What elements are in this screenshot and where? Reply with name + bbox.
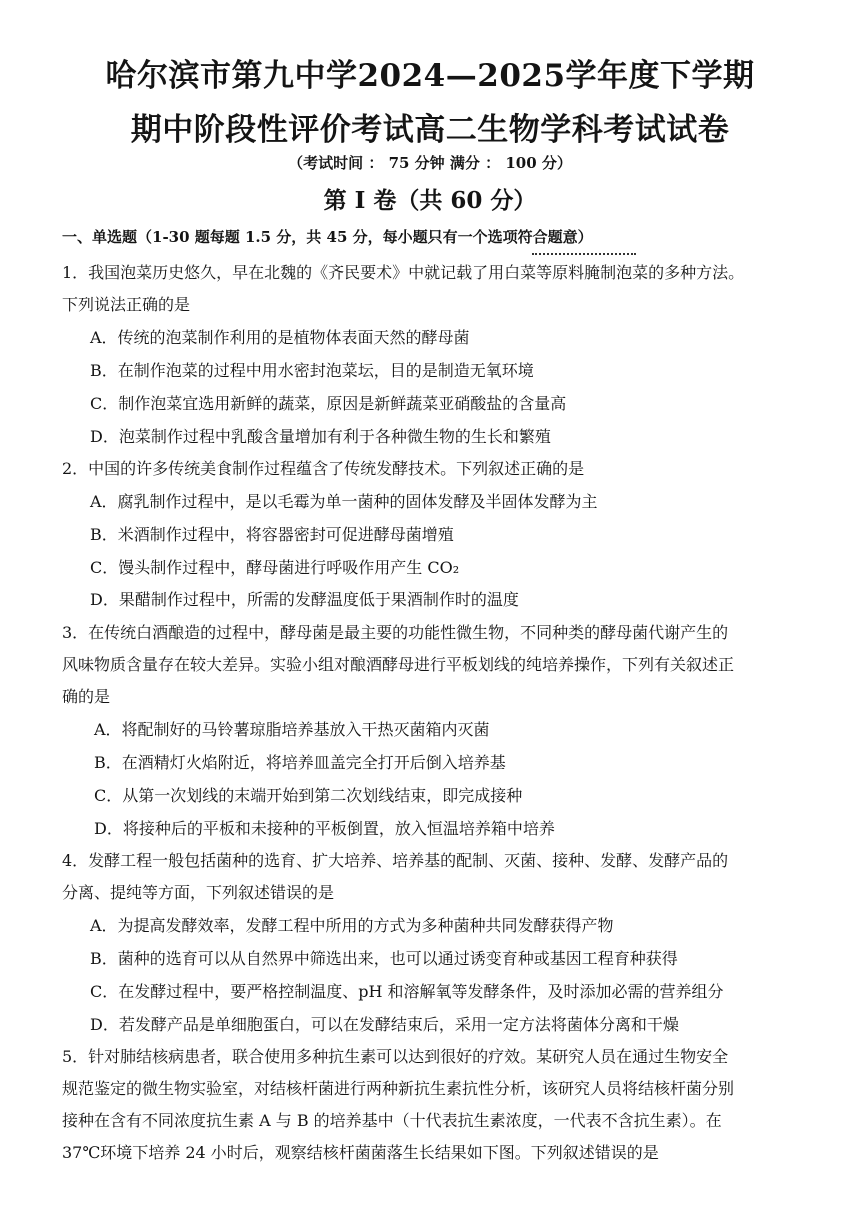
question-1-option-b: B．在制作泡菜的过程中用水密封泡菜坛，目的是制造无氧环境 <box>90 361 534 380</box>
question-5-stem-line-3: 接种在含有不同浓度抗生素 A 与 B 的培养基中（十代表抗生素浓度，一代表不含抗生素）。在 <box>62 1111 722 1130</box>
exam-info: （考试时间 ： 75 分钟 满分 ： 100 分） <box>288 154 572 172</box>
question-4-option-b: B．菌种的选育可以从自然界中筛选出来，也可以通过诱变育种或基因工程育种获得 <box>90 949 678 968</box>
question-4-option-c: C．在发酵过程中，要严格控制温度、pH 和溶解氧等发酵条件，及时添加必需的营养组分 <box>90 982 724 1001</box>
question-1-option-d: D．泡菜制作过程中乳酸含量增加有利于各种微生物的生长和繁殖 <box>90 427 551 446</box>
question-5-stem-line-4: 37℃环境下培养 24 小时后，观察结核杆菌菌落生长结果如下图。下列叙述错误的是 <box>62 1143 659 1162</box>
question-3-option-a: A．将配制好的马铃薯琼脂培养基放入干热灭菌箱内灭菌 <box>94 720 490 739</box>
question-3-option-c: C．从第一次划线的末端开始到第二次划线结束，即完成接种 <box>94 786 523 805</box>
question-3-option-b: B．在酒精灯火焰附近，将培养皿盖完全打开后倒入培养基 <box>94 753 506 772</box>
question-3-option-d: D．将接种后的平板和未接种的平板倒置，放入恒温培养箱中培养 <box>94 819 555 838</box>
question-2-option-d: D．果醋制作过程中，所需的发酵温度低于果酒制作时的温度 <box>90 590 519 609</box>
question-4-option-a: A．为提高发酵效率，发酵工程中所用的方式为多种菌种共同发酵获得产物 <box>90 916 614 935</box>
question-2-option-c: C．馒头制作过程中，酵母菌进行呼吸作用产生 CO₂ <box>90 558 460 577</box>
question-2-option-a: A．腐乳制作过程中，是以毛霉为单一菌种的固体发酵及半固体发酵为主 <box>90 492 598 511</box>
volume-title: 第 I 卷（共 60 分） <box>323 187 537 214</box>
question-4-stem-line-2: 分离、提纯等方面，下列叙述错误的是 <box>62 883 335 902</box>
question-4-option-d: D．若发酵产品是单细胞蛋白，可以在发酵结束后，采用一定方法将菌体分离和干燥 <box>90 1015 679 1034</box>
section-heading: 一、单选题（1-30 题每题 1.5 分，共 45 分，每小题只有一个选项符合题意） <box>62 228 593 246</box>
question-1-stem-line-2: 下列说法正确的是 <box>62 295 191 314</box>
question-3-stem-line-3: 确的是 <box>62 687 111 706</box>
exam-title-line-1: 哈尔滨市第九中学2024—2025学年度下学期 <box>105 58 755 94</box>
question-3-stem-line-2: 风味物质含量存在较大差异。实验小组对酿酒酵母进行平板划线的纯培养操作，下列有关叙述正 <box>62 655 735 674</box>
question-4-stem-line-1: 4．发酵工程一般包括菌种的选育、扩大培养、培养基的配制、灭菌、接种、发酵、发酵产品的 <box>62 851 729 870</box>
question-1-option-c: C．制作泡菜宜选用新鲜的蔬菜，原因是新鲜蔬菜亚硝酸盐的含量高 <box>90 394 567 413</box>
question-1-option-a: A．传统的泡菜制作利用的是植物体表面天然的酵母菌 <box>90 328 470 347</box>
question-5-stem-line-1: 5．针对肺结核病患者，联合使用多种抗生素可以达到很好的疗效。某研究人员在通过生物安全 <box>62 1047 729 1066</box>
exam-title-line-2: 期中阶段性评价考试高二生物学科考试试卷 <box>130 112 730 148</box>
question-3-stem-line-1: 3．在传统白酒酿造的过程中，酵母菌是最主要的功能性微生物，不同种类的酵母菌代谢产生的 <box>62 623 729 642</box>
question-1-stem-line-1: 1．我国泡菜历史悠久，早在北魏的《齐民要术》中就记载了用白菜等原料腌制泡菜的多种方法。 <box>62 263 745 282</box>
emphasis-dots <box>532 253 636 255</box>
question-5-stem-line-2: 规范鉴定的微生物实验室，对结核杆菌进行两种新抗生素抗性分析，该研究人员将结核杆菌分别 <box>62 1079 735 1098</box>
question-2-option-b: B．米酒制作过程中，将容器密封可促进酵母菌增殖 <box>90 525 454 544</box>
question-2-stem-line-1: 2．中国的许多传统美食制作过程蕴含了传统发酵技术。下列叙述正确的是 <box>62 459 585 478</box>
